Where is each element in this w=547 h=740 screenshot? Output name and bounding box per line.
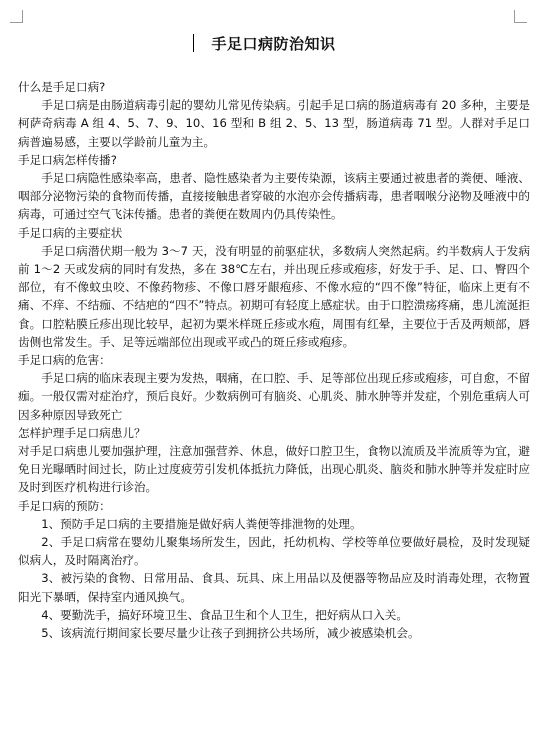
paragraph-what-is: 手足口病是由肠道病毒引起的婴幼儿常见传染病。引起手足口病的肠道病毒有 20 多种，主要是柯萨奇病毒 A 组 4、5、7、9、10、16 型和 B 组 2、5、13 型，肠道病毒 71 型。人群对手足口病普遍易感，主要以学龄前儿童为主。	[18, 98, 530, 149]
section-heading-symptoms: 手足口病的主要症状	[18, 225, 123, 240]
page-corner-mark-right	[514, 10, 527, 23]
paragraph-care: 对手足口病患儿要加强护理，注意加强营养、休息，做好口腔卫生，食物以流质及半流质等为宜，避免日光曝晒时间过长，防止过度疲劳引发机体抵抗力降低，出现心肌炎、脑炎和肺水肿等并发症时应及时到医疗机构进行诊治。	[18, 444, 530, 495]
prevention-item-3: 3、被污染的食物、日常用品、食具、玩具、床上用品以及便器等物品应及时消毒处理，衣物置阳光下暴晒，保持室内通风换气。	[18, 571, 530, 604]
section-heading-harm: 手足口病的危害：	[18, 353, 111, 368]
paragraph-symptoms: 手足口病潜伏期一般为 3～7 天，没有明显的前驱症状，多数病人突然起病。约半数病人于发病前 1～2 天或发病的同时有发热，多在 38℃左右，并出现丘疹或疱疹，好发于手、足、口、臀四个部位，有不像蚊虫咬、不像药物疹、不像口唇牙龈疱疹、不像水痘的“四不像”特征，临床上更有不痛、不痒、不结痂、不结疤的“四不”特点。初期可有轻度上感症状。由于口腔溃疡疼痛，患儿流涎拒食。口腔粘膜丘疹出现比较早，起初为粟米样斑丘疹或水疱，周围有红晕，主要位于舌及两颊部，唇齿侧也常发生。手、足等远端部位出现或平或凸的斑丘疹或疱疹。	[18, 243, 530, 349]
prevention-item-2: 2、手足口病常在婴幼儿聚集场所发生，因此，托幼机构、学校等单位要做好晨检，及时发现疑似病人，及时隔离治疗。	[18, 535, 530, 568]
document-title: 手足口病防治知识	[211, 35, 336, 53]
section-heading-care: 怎样护理手足口病患儿？	[18, 425, 146, 440]
section-heading-prevention: 手足口病的预防：	[18, 498, 111, 513]
paragraph-harm: 手足口病的临床表现主要为发热，咽痛，在口腔、手、足等部位出现丘疹或疱疹，可自愈，不留痂。一般仅需对症治疗，预后良好。少数病例可有脑炎、心肌炎、肺水肿等并发症，个别危重病人可因多种原因导致死亡	[18, 371, 530, 422]
document-body[interactable]	[18, 78, 530, 642]
prevention-item-4: 4、要勤洗手，搞好环境卫生、食品卫生和个人卫生，把好病从口入关。	[41, 607, 408, 622]
section-heading-transmission: 手足口病怎样传播?	[18, 152, 117, 167]
page-corner-mark-left	[10, 10, 23, 23]
section-heading-what-is: 什么是手足口病?	[18, 80, 106, 94]
prevention-item-1: 1、预防手足口病的主要措施是做好病人粪便等排泄物的处理。	[41, 516, 362, 531]
paragraph-transmission: 手足口病隐性感染率高，患者、隐性感染者为主要传染源，该病主要通过被患者的粪便、唾液、咽部分泌物污染的食物而传播，直接接触患者穿破的水泡亦会传播病毒，患者咽喉分泌物及唾液中的病毒，可通过空气飞沫传播。患者的粪便在数周内仍具传染性。	[18, 171, 530, 222]
prevention-item-5: 5、该病流行期间家长要尽量少让孩子到拥挤公共场所，减少被感染机会。	[41, 626, 420, 641]
